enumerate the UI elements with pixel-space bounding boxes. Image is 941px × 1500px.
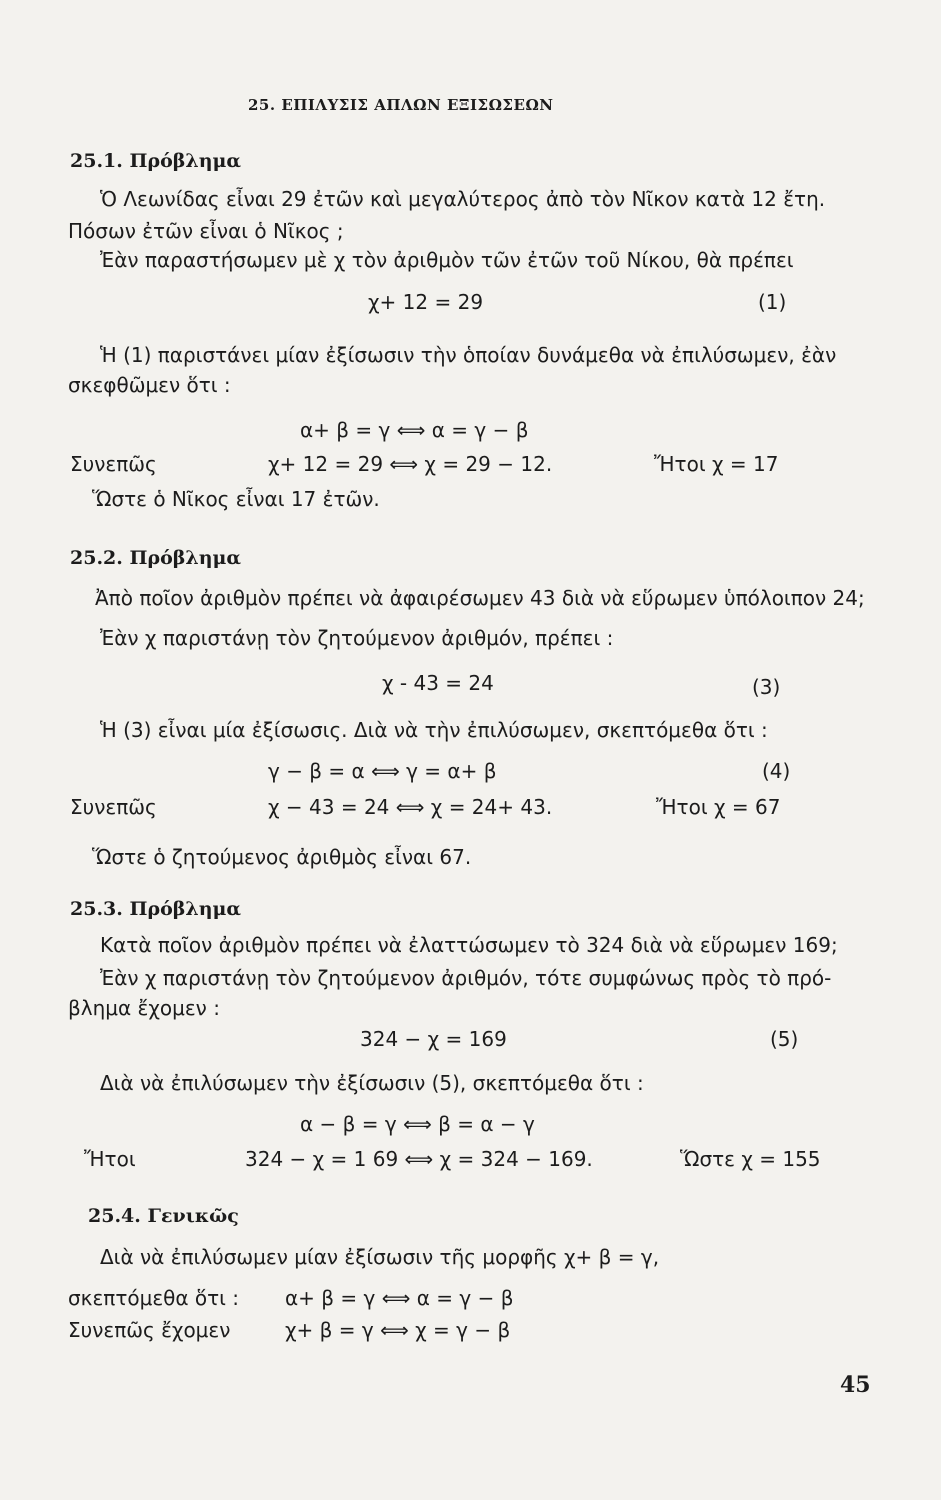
solve-equation: 324 − χ = 1 69 ⟺ χ = 324 − 169. <box>245 1147 593 1171</box>
label-have: Συνεπῶς ἔχομεν <box>68 1318 231 1342</box>
rule-equation: α+ β = γ ⟺ α = γ − β <box>285 1286 514 1310</box>
section-heading-25-1: 25.1. Πρόβλημα <box>70 150 242 172</box>
paragraph-line: Ἐὰν χ παριστάνῃ τὸν ζητούμενον ἀριθμόν, τότε συμφώνως πρὸς τὸ πρό- <box>100 966 832 990</box>
label-therefore: Συνεπῶς <box>70 452 157 476</box>
paragraph-line: Ἡ (1) παριστάνει μίαν ἐξίσωσιν τὴν ὁποίαν δυνάμεθα νὰ ἐπιλύσωμεν, ἐὰν <box>100 343 837 367</box>
paragraph-line: σκεφθῶμεν ὅτι : <box>68 373 231 397</box>
paragraph-line: Διὰ νὰ ἐπιλύσωμεν τὴν ἐξίσωσιν (5), σκεπτόμεθα ὅτι : <box>100 1071 644 1095</box>
equation-1: χ+ 12 = 29 <box>368 290 484 314</box>
chapter-title: 25. ΕΠΙΛΥΣΙΣ ΑΠΛΩΝ ΕΞΙΣΩΣΕΩΝ <box>248 96 554 114</box>
label-think: σκεπτόμεθα ὅτι : <box>68 1286 240 1310</box>
page-number: 45 <box>840 1372 871 1398</box>
section-heading-25-2: 25.2. Πρόβλημα <box>70 547 242 569</box>
solve-equation: χ+ 12 = 29 ⟺ χ = 29 − 12. <box>268 452 553 476</box>
paragraph-line: Ἡ (3) εἶναι μία ἐξίσωσις. Διὰ νὰ τὴν ἐπιλύσωμεν, σκεπτόμεθα ὅτι : <box>100 718 768 742</box>
result: Ἤτοι χ = 17 <box>654 452 779 476</box>
rule-equation: α − β = γ ⟺ β = α − γ <box>300 1112 535 1136</box>
paragraph-line: Ἀπὸ ποῖον ἀριθμὸν πρέπει νὰ ἀφαιρέσωμεν 43 διὰ νὰ εὕρωμεν ὑπόλοιπον 24; <box>95 586 865 610</box>
equation-5: 324 − χ = 169 <box>360 1027 507 1051</box>
conclusion: Ὥστε ὁ Νῖκος εἶναι 17 ἐτῶν. <box>92 487 380 511</box>
paragraph-line: Ὁ Λεωνίδας εἶναι 29 ἐτῶν καὶ μεγαλύτερος ἀπὸ τὸν Νῖκον κατὰ 12 ἔτη. <box>100 187 826 211</box>
equation-number: (3) <box>752 675 781 699</box>
paragraph-line: Ἐὰν παραστήσωμεν μὲ χ τὸν ἀριθμὸν τῶν ἐτῶν τοῦ Νίκου, θὰ πρέπει <box>100 248 794 272</box>
rule-equation: γ − β = α ⟺ γ = α+ β <box>268 759 497 783</box>
paragraph-line: Ἐὰν χ παριστάνῃ τὸν ζητούμενον ἀριθμόν, πρέπει : <box>100 626 614 650</box>
section-heading-25-3: 25.3. Πρόβλημα <box>70 898 242 920</box>
label-ara: Ἤτοι <box>84 1147 136 1171</box>
rule-equation: α+ β = γ ⟺ α = γ − β <box>300 418 529 442</box>
section-heading-25-4: 25.4. Γενικῶς <box>88 1205 239 1227</box>
equation-3: χ - 43 = 24 <box>382 671 494 695</box>
solve-equation: χ+ β = γ ⟺ χ = γ − β <box>285 1318 511 1342</box>
equation-number: (4) <box>762 759 791 783</box>
equation-number: (1) <box>758 290 787 314</box>
conclusion: Ὥστε ὁ ζητούμενος ἀριθμὸς εἶναι 67. <box>92 845 472 869</box>
paragraph-line: Διὰ νὰ ἐπιλύσωμεν μίαν ἐξίσωσιν τῆς μορφῆς χ+ β = γ, <box>100 1245 660 1269</box>
result: Ἤτοι χ = 67 <box>656 795 781 819</box>
paragraph-line: Πόσων ἐτῶν εἶναι ὁ Νῖκος ; <box>68 219 344 243</box>
result: Ὥστε χ = 155 <box>680 1147 821 1171</box>
paragraph-line: βλημα ἔχομεν : <box>68 996 220 1020</box>
solve-equation: χ − 43 = 24 ⟺ χ = 24+ 43. <box>268 795 553 819</box>
paragraph-line: Κατὰ ποῖον ἀριθμὸν πρέπει νὰ ἐλαττώσωμεν τὸ 324 διὰ νὰ εὕρωμεν 169; <box>100 933 838 957</box>
equation-number: (5) <box>770 1027 799 1051</box>
label-therefore: Συνεπῶς <box>70 795 157 819</box>
